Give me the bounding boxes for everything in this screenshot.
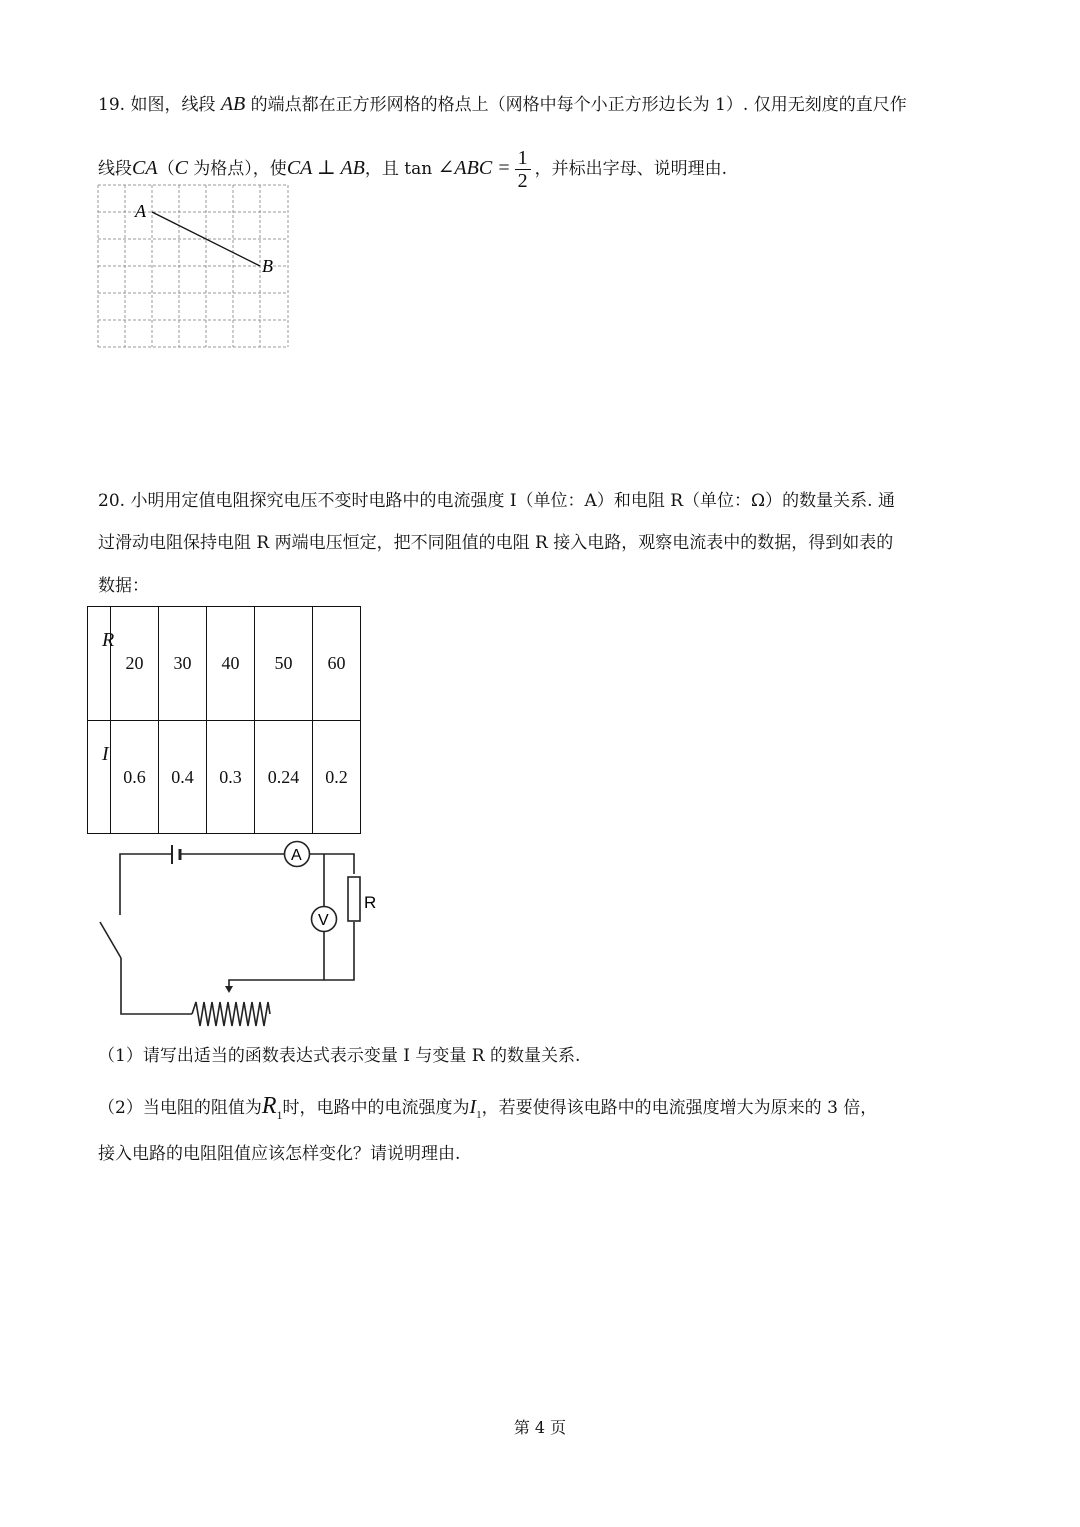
table-row-R	[88, 607, 361, 721]
table-cell: 40	[207, 607, 255, 721]
angle-condition: ∠ABC =	[437, 157, 511, 179]
table-cell: 0.3	[207, 721, 255, 834]
table-cell: 0.24	[255, 721, 313, 834]
symbol-I1: $I_1$	[469, 1096, 482, 1121]
voltmeter-label: V	[318, 912, 329, 929]
label-A: A	[135, 201, 146, 221]
q19-line2: 线段CA（C 为格点），使CA ⊥ AB，且 tan ∠ABC = $\frac{1}{2}$ ，并标出字母、说明理由.	[98, 147, 728, 192]
segment-AB: AB	[220, 93, 246, 115]
row-label-I: I	[88, 721, 111, 834]
label-B: B	[262, 256, 273, 276]
segment-CA: CA	[132, 157, 158, 179]
q20-line2: 过滑动电阻保持电阻 R 两端电压恒定，把不同阻值的电阻 R 接入电路，观察电流表中的数据，得到如表的	[98, 533, 894, 553]
symbol-R1: $R_1$	[261, 1093, 283, 1122]
square-grid-figure	[97, 184, 293, 350]
table-cell: 30	[159, 607, 207, 721]
table-cell: 50	[255, 607, 313, 721]
point-C: C	[174, 157, 188, 179]
fraction-one-half: $\frac{1}{2}$	[515, 147, 531, 192]
page-number: 第 4 页	[513, 1418, 567, 1437]
table-cell: 60	[313, 607, 361, 721]
table-cell: 20	[111, 607, 159, 721]
resistor-label: R	[364, 893, 377, 912]
table-cell: 0.6	[111, 721, 159, 834]
q20-part2-line1: （2）当电阻的阻值为$R_1$时，电路中的电流强度为$I_1$，若要使得该电路中的电流强度增大为原来的 3 倍，	[98, 1093, 878, 1122]
table-cell: 0.2	[313, 721, 361, 834]
q20-line1: 20. 小明用定值电阻探究电压不变时电路中的电流强度 I（单位：A）和电阻 R（单位：Ω）的数量关系. 通	[98, 491, 895, 511]
q20-line3: 数据：	[98, 576, 149, 596]
resistor-R	[348, 877, 360, 921]
table-row-I	[88, 721, 361, 834]
table-cell: 0.4	[159, 721, 207, 834]
resistance-current-table	[87, 606, 361, 834]
ammeter-label: A	[291, 847, 302, 864]
q19-line1: 19. 如图，线段 AB 的端点都在正方形网格的格点上（网格中每个小正方形边长为 1）. 仅用无刻度的直尺作	[98, 93, 907, 115]
circuit-diagram	[92, 840, 392, 1035]
perpendicular-condition: CA ⊥ AB	[286, 157, 365, 179]
q20-part2-line2: 接入电路的电阻阻值应该怎样变化？请说明理由.	[98, 1144, 461, 1164]
q20-part1: （1）请写出适当的函数表达式表示变量 I 与变量 R 的数量关系.	[98, 1046, 581, 1066]
row-label-R: R	[88, 607, 111, 721]
